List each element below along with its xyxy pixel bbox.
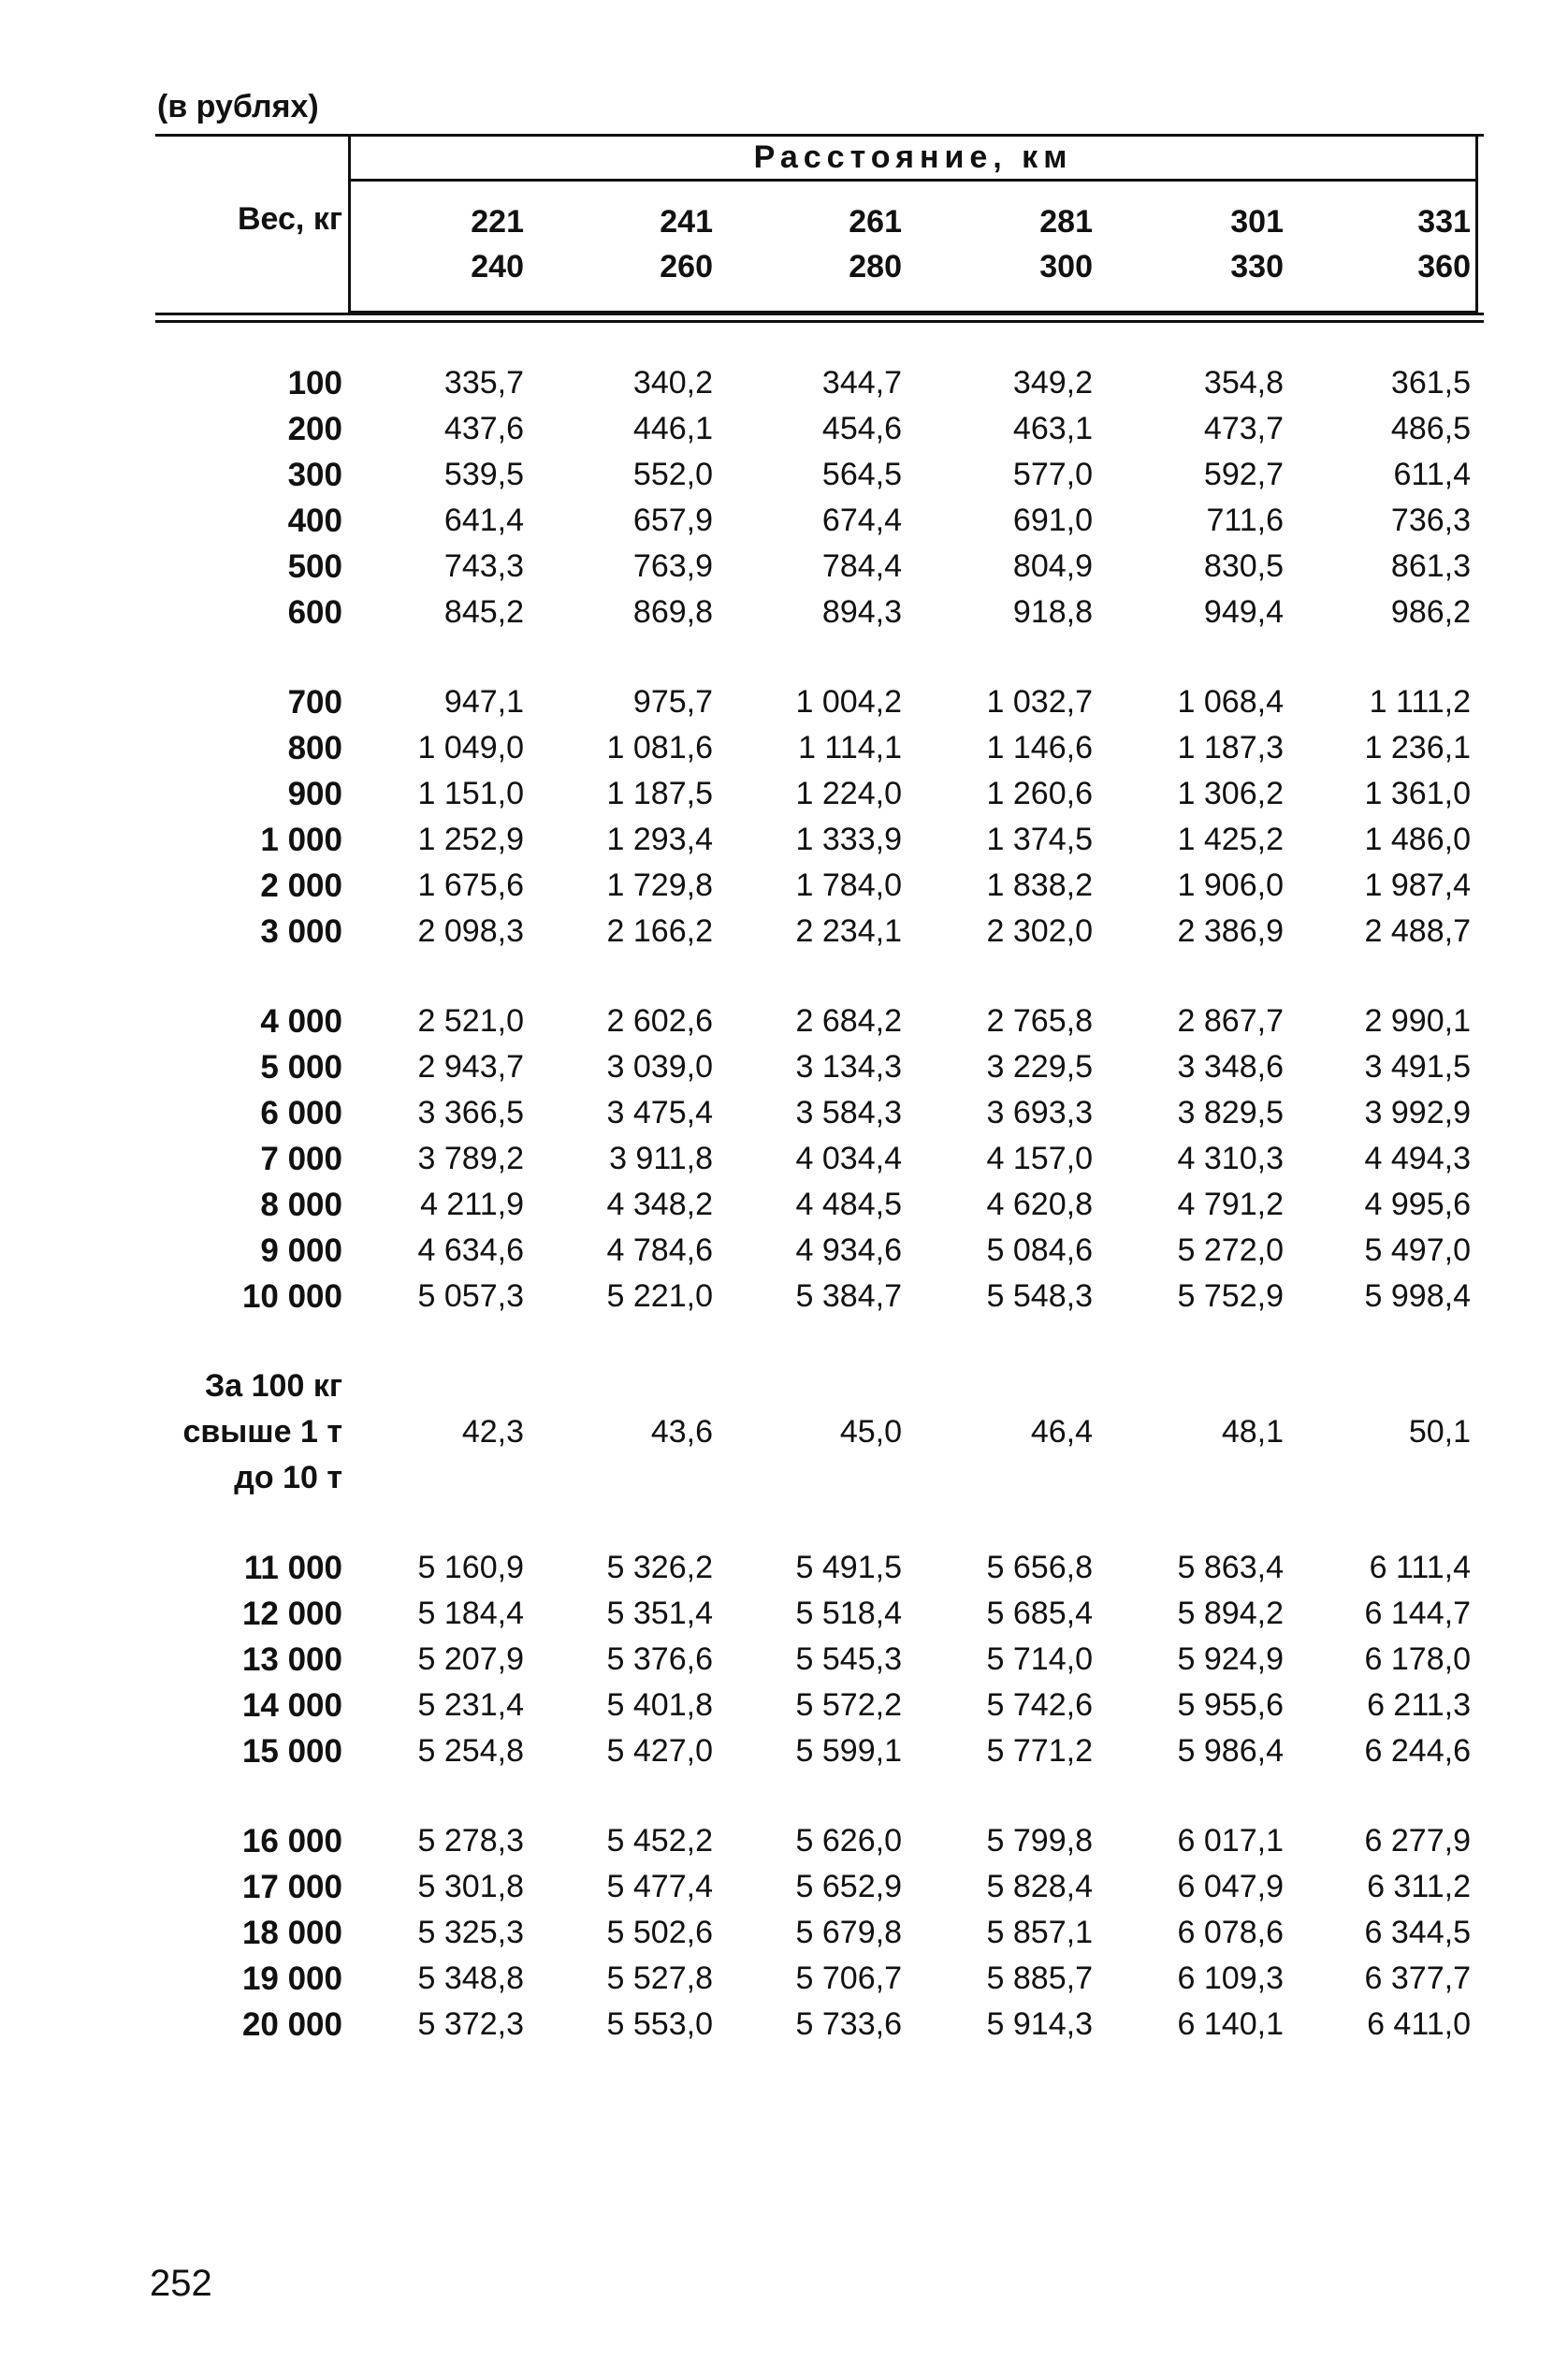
price-cell: 1 486,0 bbox=[1364, 822, 1471, 857]
table-row bbox=[155, 863, 1484, 909]
price-cell: 5 548,3 bbox=[986, 1278, 1093, 1314]
price-cell: 5 184,4 bbox=[417, 1596, 524, 1631]
price-cell: 539,5 bbox=[443, 457, 524, 492]
weight-column-header: Вес, кг bbox=[238, 201, 342, 237]
price-cell: 691,0 bbox=[1012, 503, 1093, 538]
distance-range-header bbox=[771, 199, 902, 289]
distance-range-to: 280 bbox=[849, 249, 902, 284]
page-number: 252 bbox=[150, 2263, 212, 2304]
price-cell: 5 828,4 bbox=[986, 1869, 1093, 1904]
per-100kg-row bbox=[155, 1363, 1484, 1501]
price-cell: 5 518,4 bbox=[795, 1596, 902, 1631]
weight-cell: 900 bbox=[287, 776, 342, 812]
distance-range-header bbox=[1153, 199, 1284, 289]
price-cell: 5 706,7 bbox=[795, 1961, 902, 1996]
price-cell: 5 545,3 bbox=[795, 1641, 902, 1677]
header-bottom-rule bbox=[155, 320, 1484, 323]
distance-range-from: 221 bbox=[471, 204, 524, 240]
price-cell: 3 475,4 bbox=[606, 1095, 713, 1130]
price-cell: 5 599,1 bbox=[795, 1733, 902, 1769]
table-row bbox=[155, 1228, 1484, 1274]
price-cell: 5 885,7 bbox=[986, 1961, 1093, 1996]
price-cell: 5 326,2 bbox=[606, 1550, 713, 1585]
price-cell: 5 771,2 bbox=[986, 1733, 1093, 1769]
price-cell: 949,4 bbox=[1203, 594, 1284, 630]
distance-range-to: 360 bbox=[1417, 249, 1471, 284]
price-cell: 1 729,8 bbox=[606, 867, 713, 903]
price-cell: 1 151,0 bbox=[417, 776, 524, 811]
price-cell: 5 401,8 bbox=[606, 1687, 713, 1723]
weight-cell: 20 000 bbox=[241, 2006, 342, 2043]
distance-range-from: 261 bbox=[849, 204, 902, 240]
price-cell: 5 497,0 bbox=[1364, 1232, 1471, 1268]
price-cell: 1 114,1 bbox=[798, 730, 902, 765]
header-bottom-rule bbox=[155, 313, 1484, 315]
per-100kg-label bbox=[155, 1363, 342, 1501]
price-cell: 340,2 bbox=[632, 365, 713, 401]
price-cell: 1 374,5 bbox=[986, 822, 1093, 857]
price-cell: 2 990,1 bbox=[1364, 1003, 1471, 1039]
price-cell: 43,6 bbox=[650, 1414, 713, 1450]
price-cell: 3 039,0 bbox=[606, 1049, 713, 1085]
price-cell: 50,1 bbox=[1408, 1414, 1471, 1450]
price-cell: 5 998,4 bbox=[1364, 1278, 1471, 1314]
weight-cell: 500 bbox=[287, 548, 342, 585]
price-cell: 5 160,9 bbox=[417, 1550, 524, 1585]
price-cell: 45,0 bbox=[839, 1414, 902, 1450]
price-cell: 3 693,3 bbox=[986, 1095, 1093, 1130]
price-cell: 1 987,4 bbox=[1364, 867, 1471, 903]
table-row bbox=[155, 1637, 1484, 1683]
table-row bbox=[155, 1591, 1484, 1637]
weight-cell: 1 000 bbox=[260, 822, 342, 858]
table-row bbox=[155, 999, 1484, 1044]
price-cell: 335,7 bbox=[443, 365, 524, 401]
price-cell: 2 488,7 bbox=[1364, 913, 1471, 949]
price-cell: 4 157,0 bbox=[986, 1141, 1093, 1176]
weight-cell: 13 000 bbox=[241, 1641, 342, 1678]
price-cell: 4 620,8 bbox=[986, 1187, 1093, 1222]
price-cell: 6 144,7 bbox=[1364, 1596, 1471, 1631]
price-cell: 4 484,5 bbox=[795, 1187, 902, 1222]
table-row bbox=[155, 590, 1484, 635]
price-cell: 3 829,5 bbox=[1177, 1095, 1284, 1130]
weight-cell: 10 000 bbox=[241, 1278, 342, 1315]
price-cell: 5 652,9 bbox=[795, 1869, 902, 1904]
per-100kg-label-line: За 100 кг bbox=[204, 1368, 342, 1404]
weight-cell: 100 bbox=[287, 365, 342, 401]
price-cell: 1 032,7 bbox=[986, 684, 1093, 720]
price-cell: 5 491,5 bbox=[795, 1550, 902, 1585]
price-cell: 42,3 bbox=[461, 1414, 524, 1450]
price-cell: 804,9 bbox=[1012, 548, 1093, 584]
weight-cell: 15 000 bbox=[241, 1733, 342, 1770]
price-cell: 2 867,7 bbox=[1177, 1003, 1284, 1039]
weight-cell: 9 000 bbox=[260, 1232, 342, 1269]
price-cell: 3 348,6 bbox=[1177, 1049, 1284, 1085]
price-cell: 5 986,4 bbox=[1177, 1733, 1284, 1769]
price-cell: 1 361,0 bbox=[1364, 776, 1471, 811]
price-cell: 3 789,2 bbox=[417, 1141, 524, 1176]
price-cell: 6 047,9 bbox=[1177, 1869, 1284, 1904]
price-cell: 6 109,3 bbox=[1177, 1961, 1284, 1996]
price-cell: 4 934,6 bbox=[795, 1232, 902, 1268]
price-cell: 5 553,0 bbox=[606, 2006, 713, 2042]
price-cell: 5 084,6 bbox=[986, 1232, 1093, 1268]
weight-cell: 14 000 bbox=[241, 1687, 342, 1724]
distance-range-header bbox=[393, 199, 524, 289]
price-cell: 5 427,0 bbox=[606, 1733, 713, 1769]
price-cell: 592,7 bbox=[1203, 457, 1284, 492]
price-cell: 6 277,9 bbox=[1364, 1823, 1471, 1859]
distance-range-to: 260 bbox=[660, 249, 713, 284]
price-cell: 5 742,6 bbox=[986, 1687, 1093, 1723]
distance-range-from: 331 bbox=[1417, 204, 1471, 240]
price-cell: 6 111,4 bbox=[1369, 1550, 1471, 1585]
price-cell: 5 348,8 bbox=[417, 1961, 524, 1996]
price-cell: 473,7 bbox=[1203, 411, 1284, 446]
price-cell: 5 376,6 bbox=[606, 1641, 713, 1677]
price-cell: 3 134,3 bbox=[795, 1049, 902, 1085]
price-cell: 1 111,2 bbox=[1369, 684, 1471, 720]
distance-range-to: 300 bbox=[1039, 249, 1093, 284]
price-cell: 1 068,4 bbox=[1177, 684, 1284, 720]
weight-cell: 700 bbox=[287, 684, 342, 721]
price-cell: 4 348,2 bbox=[606, 1187, 713, 1222]
distance-range-header bbox=[1340, 199, 1471, 289]
price-cell: 5 527,8 bbox=[606, 1961, 713, 1996]
table-row bbox=[155, 406, 1484, 452]
table-row bbox=[155, 679, 1484, 725]
price-cell: 1 252,9 bbox=[417, 822, 524, 857]
table-row bbox=[155, 544, 1484, 590]
price-cell: 46,4 bbox=[1030, 1414, 1093, 1450]
price-cell: 6 017,1 bbox=[1177, 1823, 1284, 1859]
unit-label: (в рублях) bbox=[157, 89, 319, 124]
table-row bbox=[155, 2002, 1484, 2048]
price-cell: 3 992,9 bbox=[1364, 1095, 1471, 1130]
price-cell: 1 081,6 bbox=[606, 730, 713, 765]
weight-cell: 2 000 bbox=[260, 867, 342, 904]
weight-cell: 400 bbox=[287, 503, 342, 539]
price-cell: 641,4 bbox=[443, 503, 524, 538]
price-cell: 736,3 bbox=[1390, 503, 1471, 538]
distance-title: Расстояние, км bbox=[753, 139, 1073, 175]
price-cell: 674,4 bbox=[821, 503, 902, 538]
price-cell: 6 377,7 bbox=[1364, 1961, 1471, 1996]
weight-cell: 12 000 bbox=[241, 1596, 342, 1632]
price-cell: 894,3 bbox=[821, 594, 902, 630]
table-row bbox=[155, 1136, 1484, 1182]
price-cell: 446,1 bbox=[632, 411, 713, 446]
price-cell: 845,2 bbox=[443, 594, 524, 630]
price-cell: 1 049,0 bbox=[417, 730, 524, 765]
price-cell: 5 325,3 bbox=[417, 1915, 524, 1950]
tariff-table-body bbox=[155, 360, 1484, 2048]
price-cell: 5 477,4 bbox=[606, 1869, 713, 1904]
price-cell: 947,1 bbox=[443, 684, 524, 720]
price-cell: 4 211,9 bbox=[420, 1187, 524, 1222]
price-cell: 1 333,9 bbox=[795, 822, 902, 857]
price-cell: 1 004,2 bbox=[795, 684, 902, 720]
price-cell: 784,4 bbox=[821, 548, 902, 584]
price-cell: 1 146,6 bbox=[986, 730, 1093, 765]
price-cell: 3 366,5 bbox=[417, 1095, 524, 1130]
price-cell: 5 752,9 bbox=[1177, 1278, 1284, 1314]
price-cell: 5 278,3 bbox=[417, 1823, 524, 1859]
price-cell: 611,4 bbox=[1393, 457, 1471, 492]
price-cell: 5 863,4 bbox=[1177, 1550, 1284, 1585]
weight-cell: 18 000 bbox=[241, 1915, 342, 1951]
weight-cell: 16 000 bbox=[241, 1823, 342, 1859]
price-cell: 4 995,6 bbox=[1364, 1187, 1471, 1222]
price-cell: 2 684,2 bbox=[795, 1003, 902, 1039]
price-cell: 2 302,0 bbox=[986, 913, 1093, 949]
price-cell: 5 924,9 bbox=[1177, 1641, 1284, 1677]
price-cell: 986,2 bbox=[1390, 594, 1471, 630]
price-cell: 4 034,4 bbox=[795, 1141, 902, 1176]
table-row bbox=[155, 909, 1484, 955]
price-cell: 552,0 bbox=[632, 457, 713, 492]
price-cell: 2 098,3 bbox=[417, 913, 524, 949]
price-cell: 5 254,8 bbox=[417, 1733, 524, 1769]
price-cell: 1 187,5 bbox=[606, 776, 713, 811]
price-cell: 6 178,0 bbox=[1364, 1641, 1471, 1677]
table-row bbox=[155, 1728, 1484, 1774]
table-row bbox=[155, 1182, 1484, 1228]
table-row bbox=[155, 1818, 1484, 1864]
price-cell: 6 140,1 bbox=[1177, 2006, 1284, 2042]
price-cell: 5 914,3 bbox=[986, 2006, 1093, 2042]
price-cell: 1 187,3 bbox=[1177, 730, 1284, 765]
price-cell: 657,9 bbox=[632, 503, 713, 538]
price-cell: 5 057,3 bbox=[417, 1278, 524, 1314]
table-row bbox=[155, 1864, 1484, 1910]
price-cell: 1 236,1 bbox=[1364, 730, 1471, 765]
price-cell: 3 584,3 bbox=[795, 1095, 902, 1130]
price-cell: 5 714,0 bbox=[986, 1641, 1093, 1677]
price-cell: 918,8 bbox=[1012, 594, 1093, 630]
weight-cell: 19 000 bbox=[241, 1961, 342, 1997]
price-cell: 5 955,6 bbox=[1177, 1687, 1284, 1723]
price-cell: 2 602,6 bbox=[606, 1003, 713, 1039]
price-cell: 4 634,6 bbox=[417, 1232, 524, 1268]
price-cell: 5 799,8 bbox=[986, 1823, 1093, 1859]
price-cell: 1 306,2 bbox=[1177, 776, 1284, 811]
table-row bbox=[155, 771, 1484, 817]
table-row bbox=[155, 1956, 1484, 2002]
table-row bbox=[155, 1910, 1484, 1956]
price-cell: 5 626,0 bbox=[795, 1823, 902, 1859]
price-cell: 5 733,6 bbox=[795, 2006, 902, 2042]
price-cell: 6 311,2 bbox=[1367, 1869, 1471, 1904]
price-cell: 5 351,4 bbox=[606, 1596, 713, 1631]
table-row bbox=[155, 725, 1484, 771]
price-cell: 1 425,2 bbox=[1177, 822, 1284, 857]
distance-range-from: 241 bbox=[660, 204, 713, 240]
price-cell: 1 224,0 bbox=[795, 776, 902, 811]
table-header bbox=[155, 134, 1484, 313]
price-cell: 349,2 bbox=[1012, 365, 1093, 401]
distance-range-from: 301 bbox=[1230, 204, 1284, 240]
weight-cell: 5 000 bbox=[260, 1049, 342, 1086]
weight-cell: 6 000 bbox=[260, 1095, 342, 1131]
table-row bbox=[155, 1545, 1484, 1591]
price-cell: 3 229,5 bbox=[986, 1049, 1093, 1085]
price-cell: 5 894,2 bbox=[1177, 1596, 1284, 1631]
price-cell: 437,6 bbox=[443, 411, 524, 446]
price-cell: 5 502,6 bbox=[606, 1915, 713, 1950]
price-cell: 4 494,3 bbox=[1364, 1141, 1471, 1176]
price-cell: 5 656,8 bbox=[986, 1550, 1093, 1585]
price-cell: 5 272,0 bbox=[1177, 1232, 1284, 1268]
table-row bbox=[155, 452, 1484, 498]
weight-cell: 200 bbox=[287, 411, 342, 447]
price-cell: 5 372,3 bbox=[417, 2006, 524, 2042]
weight-cell: 7 000 bbox=[260, 1141, 342, 1177]
price-cell: 5 857,1 bbox=[986, 1915, 1093, 1950]
weight-cell: 11 000 bbox=[243, 1550, 342, 1586]
table-row bbox=[155, 1683, 1484, 1728]
price-cell: 4 791,2 bbox=[1177, 1187, 1284, 1222]
price-cell: 48,1 bbox=[1221, 1414, 1284, 1450]
distance-range-to: 330 bbox=[1230, 249, 1284, 284]
price-cell: 6 344,5 bbox=[1364, 1915, 1471, 1950]
distance-range-header bbox=[962, 199, 1093, 289]
price-cell: 6 411,0 bbox=[1367, 2006, 1471, 2042]
price-cell: 2 386,9 bbox=[1177, 913, 1284, 949]
price-cell: 344,7 bbox=[821, 365, 902, 401]
price-cell: 354,8 bbox=[1203, 365, 1284, 401]
price-cell: 4 784,6 bbox=[606, 1232, 713, 1268]
price-cell: 1 260,6 bbox=[986, 776, 1093, 811]
price-cell: 3 491,5 bbox=[1364, 1049, 1471, 1085]
price-cell: 577,0 bbox=[1012, 457, 1093, 492]
price-cell: 763,9 bbox=[632, 548, 713, 584]
per-100kg-label-line: до 10 т bbox=[234, 1460, 342, 1495]
price-cell: 711,6 bbox=[1206, 503, 1284, 538]
price-cell: 361,5 bbox=[1390, 365, 1471, 401]
table-row bbox=[155, 1044, 1484, 1090]
price-cell: 975,7 bbox=[632, 684, 713, 720]
table-row bbox=[155, 1274, 1484, 1319]
price-cell: 5 572,2 bbox=[795, 1687, 902, 1723]
price-cell: 5 452,2 bbox=[606, 1823, 713, 1859]
price-cell: 3 911,8 bbox=[609, 1141, 713, 1176]
distance-range-to: 240 bbox=[471, 249, 524, 284]
price-cell: 463,1 bbox=[1012, 411, 1093, 446]
weight-cell: 8 000 bbox=[260, 1187, 342, 1223]
price-cell: 454,6 bbox=[821, 411, 902, 446]
price-cell: 486,5 bbox=[1390, 411, 1471, 446]
price-cell: 564,5 bbox=[821, 457, 902, 492]
table-row bbox=[155, 817, 1484, 863]
price-cell: 1 675,6 bbox=[417, 867, 524, 903]
weight-cell: 3 000 bbox=[260, 913, 342, 950]
weight-cell: 800 bbox=[287, 730, 342, 766]
price-cell: 2 166,2 bbox=[606, 913, 713, 949]
price-cell: 5 301,8 bbox=[417, 1869, 524, 1904]
table-row bbox=[155, 498, 1484, 544]
price-cell: 1 784,0 bbox=[795, 867, 902, 903]
price-cell: 5 231,4 bbox=[417, 1687, 524, 1723]
price-cell: 1 293,4 bbox=[606, 822, 713, 857]
weight-cell: 300 bbox=[287, 457, 342, 493]
price-cell: 5 221,0 bbox=[606, 1278, 713, 1314]
price-cell: 1 838,2 bbox=[986, 867, 1093, 903]
price-cell: 5 207,9 bbox=[417, 1641, 524, 1677]
weight-cell: 4 000 bbox=[260, 1003, 342, 1040]
price-cell: 830,5 bbox=[1203, 548, 1284, 584]
price-cell: 861,3 bbox=[1390, 548, 1471, 584]
price-cell: 5 679,8 bbox=[795, 1915, 902, 1950]
table-row bbox=[155, 360, 1484, 406]
table-row bbox=[155, 1090, 1484, 1136]
price-cell: 2 521,0 bbox=[417, 1003, 524, 1039]
price-cell: 5 384,7 bbox=[795, 1278, 902, 1314]
distance-range-from: 281 bbox=[1039, 204, 1093, 240]
price-cell: 2 234,1 bbox=[795, 913, 902, 949]
price-cell: 2 943,7 bbox=[417, 1049, 524, 1085]
price-cell: 5 685,4 bbox=[986, 1596, 1093, 1631]
distance-range-header bbox=[582, 199, 713, 289]
price-cell: 6 211,3 bbox=[1367, 1687, 1471, 1723]
price-cell: 1 906,0 bbox=[1177, 867, 1284, 903]
price-cell: 2 765,8 bbox=[986, 1003, 1093, 1039]
weight-cell: 600 bbox=[287, 594, 342, 631]
price-cell: 869,8 bbox=[632, 594, 713, 630]
price-cell: 6 078,6 bbox=[1177, 1915, 1284, 1950]
per-100kg-label-line: свыше 1 т bbox=[182, 1414, 342, 1450]
price-cell: 6 244,6 bbox=[1364, 1733, 1471, 1769]
weight-cell: 17 000 bbox=[241, 1869, 342, 1905]
price-cell: 743,3 bbox=[443, 548, 524, 584]
price-cell: 4 310,3 bbox=[1177, 1141, 1284, 1176]
